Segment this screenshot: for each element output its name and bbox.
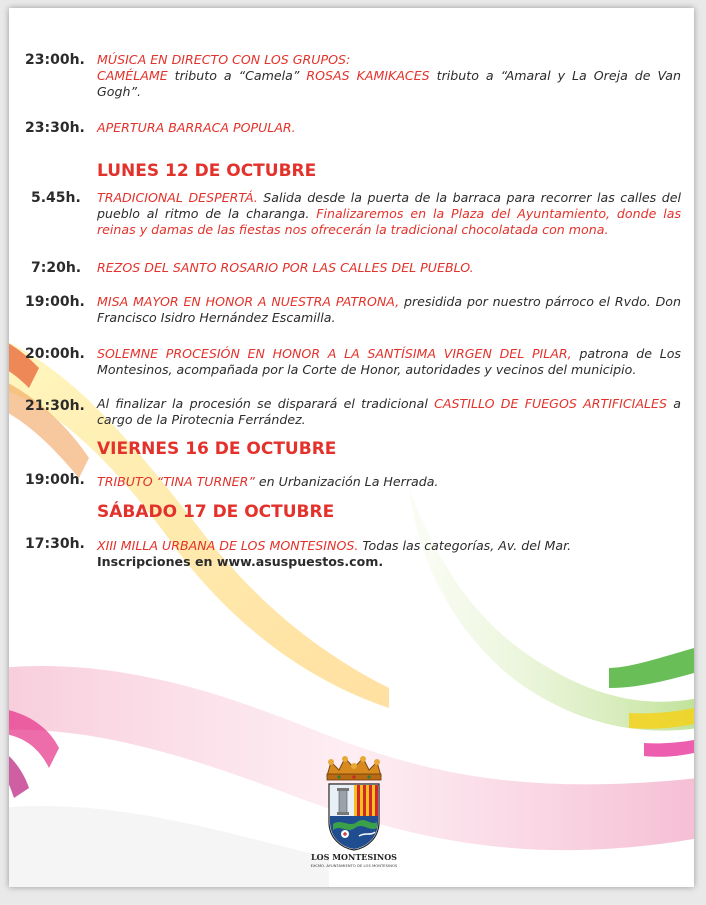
event-description: [97, 52, 681, 100]
event-detail: Salida desde la puerta de la barraca para recorrer las calles del pueblo al ritmo de la charanga.: [97, 190, 681, 221]
event-title: REZOS DEL SANTO ROSARIO POR LAS CALLES DEL PUEBLO.: [97, 260, 474, 275]
event-detail: Al finalizar la procesión se disparará el tradicional: [97, 396, 435, 411]
band-name: CAMÉLAME: [97, 68, 168, 83]
registration-info: Inscripciones en www.asuspuestos.com.: [97, 554, 384, 569]
event-title: MISA MAYOR EN HONOR A NUESTRA PATRONA,: [97, 294, 400, 309]
coat-of-arms-logo: [309, 756, 399, 852]
event-description: [97, 260, 681, 276]
council-name: EXCMO. AYUNTAMIENTO DE LOS MONTESINOS: [310, 864, 398, 868]
event-title: CASTILLO DE FUEGOS ARTIFICIALES: [434, 396, 667, 411]
event-description: [97, 538, 681, 570]
event-title: XIII MILLA URBANA DE LOS MONTESINOS.: [97, 538, 359, 553]
event-title: TRIBUTO “TINA TURNER”: [97, 474, 255, 489]
event-description: [97, 190, 681, 238]
event-detail: en Urbanización La Herrada.: [254, 474, 439, 489]
event-detail: Todas las categorías, Av. del Mar.: [358, 538, 572, 553]
event-title: APERTURA BARRACA POPULAR.: [97, 120, 296, 135]
event-detail: tributo a “Camela”: [167, 68, 307, 83]
event-detail: presidida por nuestro párroco el Rvdo. Don Francisco Isidro Hernández Escamilla.: [97, 294, 681, 325]
event-description: [97, 120, 681, 136]
section-heading: LUNES 12 DE OCTUBRE: [97, 161, 317, 181]
programme-page: [9, 8, 694, 887]
event-time: 23:00h.: [25, 52, 85, 68]
event-time: 7:20h.: [31, 260, 82, 276]
event-detail: patrona de Los Montesinos, acompañada por la Corte de Honor, autoridades y vecinos del municipio.: [97, 346, 681, 377]
event-time: 19:00h.: [25, 294, 85, 310]
event-description: [97, 474, 681, 490]
section-heading: VIERNES 16 DE OCTUBRE: [97, 439, 337, 459]
event-title: SOLEMNE PROCESIÓN EN HONOR A LA SANTÍSIMA VIRGEN DEL PILAR,: [97, 346, 572, 361]
event-time: 19:00h.: [25, 472, 85, 488]
event-description: [97, 396, 681, 428]
town-name: LOS MONTESINOS: [311, 852, 397, 862]
event-title: TRADICIONAL DESPERTÁ.: [97, 190, 258, 205]
event-detail: tributo a “Amaral y La Oreja de Van Gogh”.: [97, 68, 681, 99]
band-name: ROSAS KAMIKACES: [306, 68, 430, 83]
event-time: 23:30h.: [25, 120, 85, 136]
event-time: 21:30h.: [25, 398, 85, 414]
event-detail-highlight: Finalizaremos en la Plaza del Ayuntamiento, donde las reinas y damas de las fiestas nos ofrecerán la tradicional chocolatada con mona.: [97, 206, 682, 237]
event-description: [97, 294, 681, 326]
event-time: 20:00h.: [25, 346, 85, 362]
event-title: MÚSICA EN DIRECTO CON LOS GRUPOS:: [97, 52, 351, 67]
event-description: [97, 346, 681, 378]
event-detail: a cargo de la Pirotecnia Ferrández.: [97, 396, 681, 427]
event-time: 17:30h.: [25, 536, 85, 552]
section-heading: SÁBADO 17 DE OCTUBRE: [97, 502, 335, 522]
event-time: 5.45h.: [31, 190, 81, 206]
